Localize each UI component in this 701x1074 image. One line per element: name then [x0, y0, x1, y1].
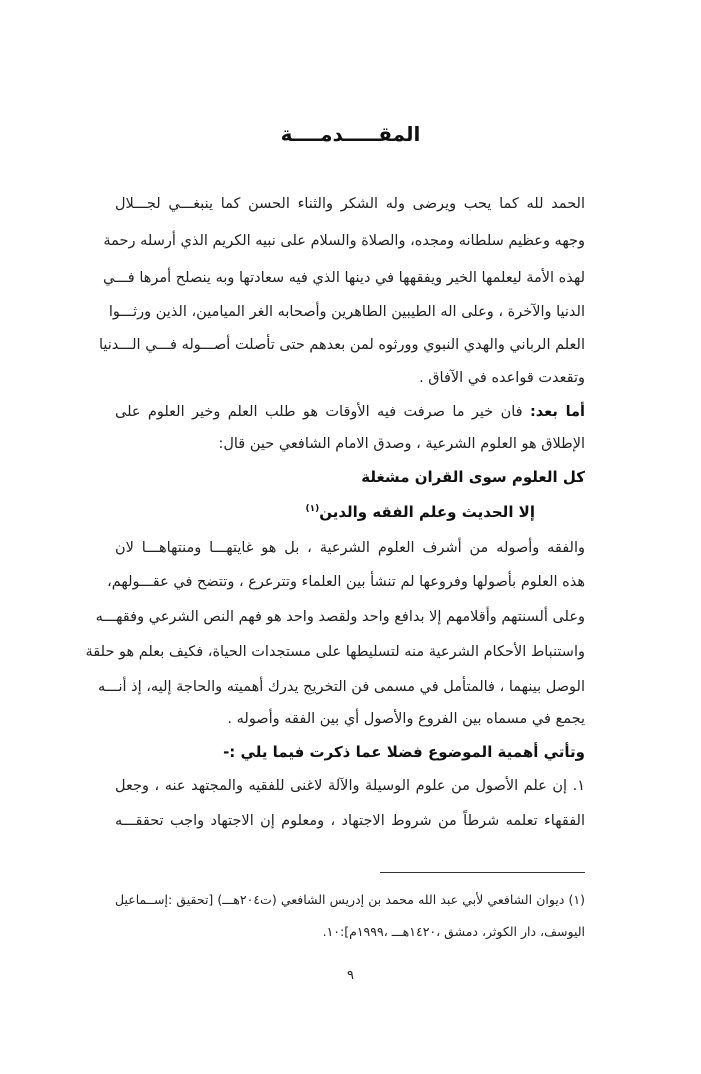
text-line: وجهه وعظيم سلطانه ومجده، والصلاة والسلام على نبيه الكريم الذي أرسله رحمة — [103, 233, 585, 249]
text-line: الدنيا والآخرة ، وعلى اله الطيبين الطاهرين وأصحابه الغر الميامين، الذين ورثـــوا — [108, 304, 585, 320]
amma-rest: فان خير ما صرفت فيه الأوقات هو طلب العلم وخير العلوم على — [115, 404, 530, 420]
footnote-marker: (١) — [305, 504, 320, 514]
verse-line-2-text: إلا الحديث وعلم الفقه والدين — [319, 503, 535, 521]
amma-lead: أما بعد: — [529, 404, 585, 420]
text-line: العلم الرباني والهدي النبوي وورثوه لمن بعدهم حتى تأصلت أصـــوله فـــي الـــدنيا — [98, 337, 585, 353]
text-line: الحمد لله كما يحب ويرضى وله الشكر والثناء الحسن كما ينبغـــي لجـــلال — [115, 196, 585, 212]
text-line: الوصل بينهما ، فالمتأمل في مسمى فن التخريج يدرك أهميته والحاجة إليه، إذ أنـــه — [97, 679, 585, 695]
text-line: هذه العلوم بأصولها وفروعها لم تنشأ بين العلماء وتترعرع ، وتتضح في عقـــولهم، — [107, 574, 585, 590]
text-line: وتقعدت قواعده في الآفاق . — [419, 370, 585, 386]
text-line: الإطلاق هو العلوم الشرعية ، وصدق الامام الشافعي حين قال: — [218, 436, 585, 452]
point-line: ١. إن علم الأصول من علوم الوسيلة والآلة لاغنى للفقيه والمجتهد عنه ، وجعل — [115, 778, 585, 794]
verse-line-2 — [115, 505, 585, 520]
point-line: الفقهاء تعلمه شرطاً من شروط الاجتهاد ، ومعلوم إن الاجتهاد واجب تحققـــه — [115, 813, 585, 829]
text-line: واستنباط الأحكام الشرعية منه لتسليطها على مستجدات الحياة، فكيف بعلم هو حلقة — [85, 644, 585, 660]
amma-line — [115, 405, 585, 420]
page-number: ٩ — [347, 968, 354, 983]
importance-heading: وتأتي أهمية الموضوع فضلا عما ذكرت فيما يلي :- — [223, 743, 585, 761]
text-line: والفقه وأصوله من أشرف العلوم الشرعية ، بل هو غايتهـــا ومنتهاهـــا لان — [115, 540, 585, 556]
verse-line-1: كل العلوم سوى القران مشغلة — [361, 468, 585, 486]
footnote-divider — [380, 872, 585, 873]
text-line: وعلى ألسنتهم وأقلامهم إلا بدافع واحد ولقصد واحد هو فهم النص الشرعي وفقهـــه — [95, 609, 585, 625]
page-title: المقـــــدمــــة — [280, 122, 421, 146]
footnote-line: (١) ديوان الشافعي لأبي عبد الله محمد بن إدريس الشافعي (ت٢٠٤هـــ) [تحقيق :إســماعيل — [115, 892, 586, 907]
text-line: لهذه الأمة ليعلمها الخير ويفقهها في دينها الذي فيه سعادتها وبه ينصلح أمرها فـــي — [102, 270, 585, 286]
footnote-line: اليوسف، دار الكوثر، دمشق ،١٤٢٠هـــ ،١٩٩٩م]:١٠. — [322, 924, 585, 939]
text-line: يجمع في مسماه بين الفروع والأصول أي بين الفقه وأصوله . — [227, 711, 585, 727]
